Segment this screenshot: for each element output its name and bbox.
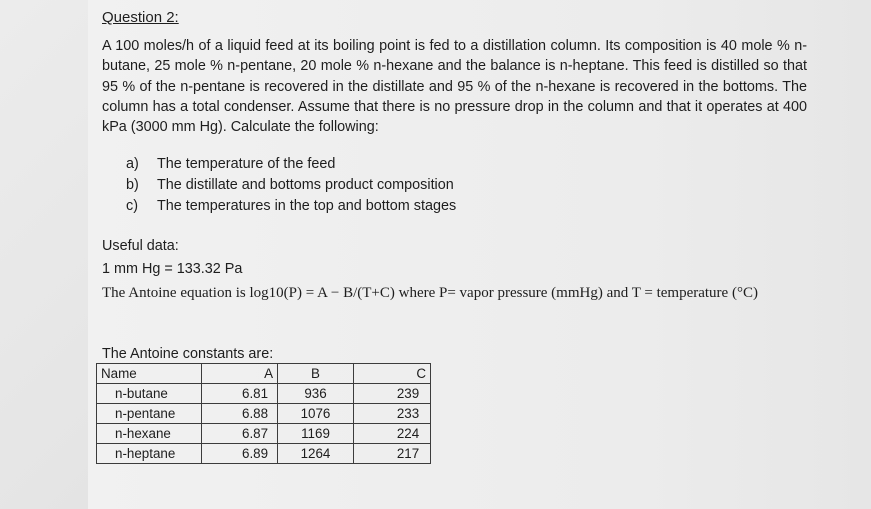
question-title: Question 2: — [102, 9, 179, 26]
list-marker: b) — [126, 177, 139, 193]
cell-name: n-hexane — [97, 424, 202, 444]
list-item-text: The temperature of the feed — [157, 156, 336, 172]
cell-b: 1076 — [278, 404, 354, 424]
task-list — [126, 154, 456, 217]
cell-b: 936 — [278, 384, 354, 404]
cell-c: 224 — [354, 424, 431, 444]
cell-a: 6.89 — [202, 444, 278, 464]
list-item — [126, 154, 456, 175]
constants-title: The Antoine constants are: — [102, 346, 274, 362]
cell-a: 6.81 — [202, 384, 278, 404]
problem-statement: A 100 moles/h of a liquid feed at its boiling point is fed to a distillation column. Its composition is 40 mole % n-butane, 25 mole % n-pentane, 20 mole % n-hexane and the balance is n-heptane. This feed is distilled so that 95 % of the n-pentane is recovered in the distillate and 95 % of the n-hexane is recovered in the bottoms. The column has a total condenser. Assume that there is no pressure drop in the column and that it operates at 400 kPa (3000 mm Hg). Calculate the following: — [102, 38, 807, 136]
table-row — [97, 384, 431, 404]
cell-c: 217 — [354, 444, 431, 464]
header-name: Name — [97, 364, 202, 384]
list-marker: c) — [126, 198, 138, 214]
table-row — [97, 404, 431, 424]
table-header-row — [97, 364, 431, 384]
list-item-text: The temperatures in the top and bottom stages — [157, 198, 457, 214]
cell-c: 233 — [354, 404, 431, 424]
cell-a: 6.88 — [202, 404, 278, 424]
header-b: B — [278, 364, 354, 384]
useful-data-heading: Useful data: — [102, 238, 179, 254]
header-c: C — [354, 364, 431, 384]
antoine-constants-table — [96, 363, 431, 464]
table-row — [97, 444, 431, 464]
unit-conversion: 1 mm Hg = 133.32 Pa — [102, 261, 243, 277]
cell-name: n-pentane — [97, 404, 202, 424]
list-item — [126, 196, 456, 217]
cell-name: n-butane — [97, 384, 202, 404]
cell-a: 6.87 — [202, 424, 278, 444]
list-item-text: The distillate and bottoms product composition — [157, 177, 454, 193]
cell-c: 239 — [354, 384, 431, 404]
header-a: A — [202, 364, 278, 384]
cell-b: 1264 — [278, 444, 354, 464]
antoine-equation: The Antoine equation is log10(P) = A − B/(T+C) where P= vapor pressure (mmHg) and T = temperature (°C) — [102, 285, 758, 301]
cell-b: 1169 — [278, 424, 354, 444]
cell-name: n-heptane — [97, 444, 202, 464]
list-item — [126, 175, 456, 196]
table-row — [97, 424, 431, 444]
list-marker: a) — [126, 156, 139, 172]
